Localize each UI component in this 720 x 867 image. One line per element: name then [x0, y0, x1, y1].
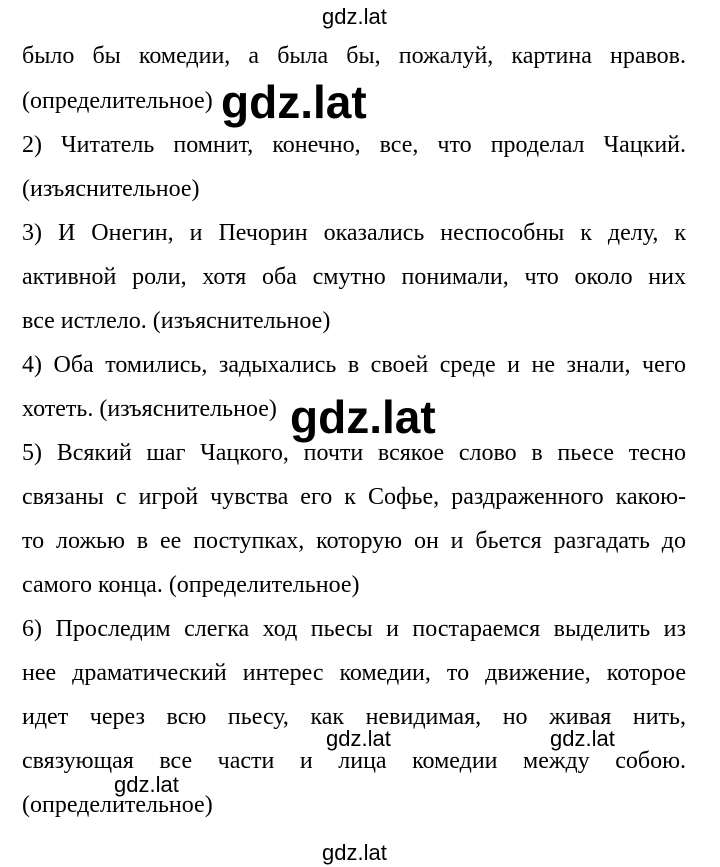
text-line: (изъяснительное): [22, 176, 200, 202]
watermark-bottom: gdz.lat: [322, 840, 387, 865]
text-line: 2) Читатель помнит, конечно, все, что проделал Чацкий.: [22, 132, 686, 158]
text-line: то ложью в ее поступках, которую он и бьется разгадать до: [22, 528, 686, 554]
text-line: 5) Всякий шаг Чацкого, почти всякое слово в пьесе тесно: [22, 440, 686, 466]
watermark-small: gdz.lat: [114, 772, 179, 797]
watermark-large: gdz.lat: [221, 76, 367, 128]
text-line: 3) И Онегин, и Печорин оказались неспособны к делу, к: [22, 220, 686, 246]
text-line: 6) Проследим слегка ход пьесы и постараемся выделить из: [22, 616, 686, 642]
text-line: (определительное): [22, 88, 213, 114]
text-line: 4) Оба томились, задыхались в своей среде и не знали, чего: [22, 352, 686, 378]
watermark-small: gdz.lat: [550, 726, 615, 751]
text-line: самого конца. (определительное): [22, 572, 360, 598]
text-line: хотеть. (изъяснительное): [22, 396, 277, 422]
text-line: (определительное): [22, 792, 213, 818]
text-line: было бы комедии, а была бы, пожалуй, картина нравов.: [22, 43, 686, 69]
text-line: все истлело. (изъяснительное): [22, 308, 331, 334]
text-line: связующая все части и лица комедии между собою.: [22, 748, 686, 774]
text-line: активной роли, хотя оба смутно понимали, что около них: [22, 264, 686, 290]
text-line: связаны с игрой чувства его к Софье, раздраженного какою-: [22, 484, 686, 510]
watermark-top: gdz.lat: [322, 4, 387, 29]
text-line: нее драматический интерес комедии, то движение, которое: [22, 660, 686, 686]
watermark-large: gdz.lat: [290, 391, 436, 443]
text-line: идет через всю пьесу, как невидимая, но живая нить,: [22, 704, 686, 730]
watermark-small: gdz.lat: [326, 726, 391, 751]
